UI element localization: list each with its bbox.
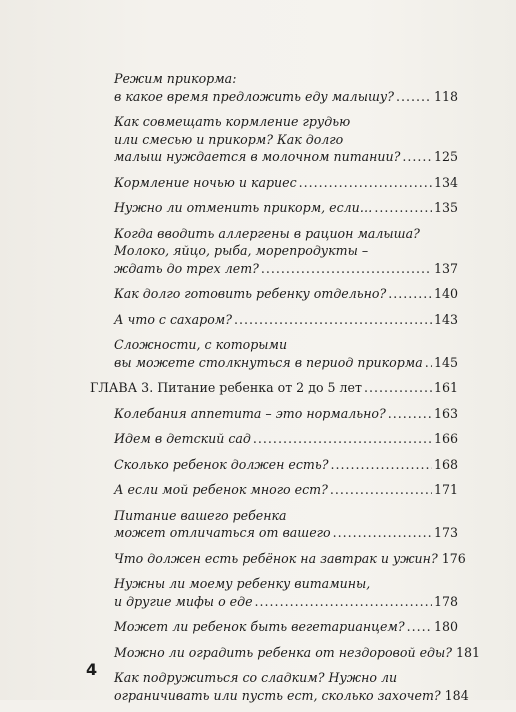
- toc-entry: [90, 405, 458, 423]
- toc-page-number: 145: [433, 354, 458, 370]
- toc-page-number: 140: [433, 286, 458, 301]
- dot-leader: [396, 88, 432, 106]
- toc-entry-leader-line: [114, 644, 481, 662]
- toc-entry: [90, 430, 458, 448]
- dot-leader: [261, 260, 432, 278]
- toc-entry: [90, 618, 458, 636]
- dot-leader: [388, 405, 432, 423]
- toc-entry: [90, 174, 458, 192]
- toc-entry-line: Молоко, яйцо, рыба, морепродукты –: [114, 243, 369, 258]
- toc-entry-leader-line: [114, 285, 458, 303]
- toc-entry-title: малыш нуждается в молочном питании?: [114, 149, 401, 164]
- toc-entry-title: вы можете столкнуться в период прикорма: [114, 354, 423, 370]
- dot-leader: [407, 618, 432, 636]
- toc-entry-leader-line: [114, 550, 466, 568]
- toc-entry: [90, 225, 458, 278]
- toc-entry: [90, 113, 458, 166]
- toc-page-number: 171: [433, 482, 458, 497]
- table-of-contents: [90, 70, 481, 712]
- toc-entry-leader-line: [114, 260, 458, 278]
- toc-page-number: 173: [433, 525, 458, 540]
- toc-page-number: 134: [433, 174, 458, 190]
- toc-entry-leader-line: [90, 379, 458, 397]
- toc-entry-title: Идем в детский сад: [114, 431, 251, 446]
- toc-page-number: 163: [433, 405, 458, 421]
- toc-entry-title: ограничивать или пусть ест, сколько захочет?: [114, 687, 441, 703]
- toc-entry-leader-line: [114, 456, 458, 474]
- toc-entry: [90, 575, 458, 610]
- dot-leader: [330, 481, 432, 499]
- toc-entry-title: может отличаться от вашего: [114, 525, 331, 540]
- toc-entry: [90, 311, 458, 329]
- dot-leader: [425, 354, 432, 372]
- dot-leader: [374, 199, 432, 217]
- toc-chapter-entry: [90, 379, 458, 397]
- toc-entry: [90, 456, 458, 474]
- toc-page-number: 161: [433, 380, 458, 395]
- toc-page-number: 184: [444, 687, 469, 703]
- toc-entry-leader-line: [114, 481, 458, 499]
- toc-entry-line: Нужны ли моему ребенку витамины,: [114, 576, 371, 591]
- toc-entry-title: ждать до трех лет?: [114, 260, 259, 276]
- toc-page-number: 118: [433, 88, 458, 104]
- toc-entry: [90, 669, 469, 704]
- dot-leader: [388, 285, 432, 303]
- toc-entry-title: А если мой ребенок много ест?: [114, 482, 328, 497]
- toc-entry-line: Сложности, с которыми: [114, 337, 288, 352]
- toc-page-number: 143: [433, 311, 458, 327]
- toc-entry-leader-line: [114, 430, 458, 448]
- toc-page-number: 166: [433, 431, 458, 446]
- toc-page-number: 178: [433, 593, 458, 609]
- toc-entry-line: Когда вводить аллергены в рацион малыша?: [114, 225, 420, 241]
- toc-entry-leader-line: [114, 199, 458, 217]
- dot-leader: [364, 379, 432, 397]
- toc-entry-title: А что с сахаром?: [114, 311, 232, 327]
- toc-entry-title: Что должен есть ребёнок на завтрак и ужин?: [114, 550, 438, 566]
- toc-page-number: 135: [433, 200, 458, 215]
- toc-page-number: 137: [433, 260, 458, 276]
- dot-leader: [234, 311, 432, 329]
- dot-leader: [299, 174, 432, 192]
- toc-entry-title: Нужно ли отменить прикорм, если…: [114, 200, 373, 215]
- toc-entry: [90, 336, 458, 371]
- toc-entry-leader-line: [114, 174, 458, 192]
- toc-entry-title: Может ли ребенок быть вегетарианцем?: [114, 619, 405, 634]
- toc-entry-leader-line: [114, 88, 458, 106]
- toc-page-number: 168: [433, 456, 458, 472]
- toc-entry: [90, 199, 458, 217]
- toc-entry-title: Как долго готовить ребенку отдельно?: [114, 286, 387, 301]
- toc-entry: [90, 507, 458, 542]
- toc-page-number: 181: [456, 644, 481, 660]
- toc-entry-title: в какое время предложить еду малышу?: [114, 88, 394, 104]
- toc-entry-title: Кормление ночью и кариес: [114, 174, 297, 190]
- toc-entry-title: ГЛАВА 3. Питание ребенка от 2 до 5 лет: [90, 380, 362, 395]
- toc-entry-leader-line: [114, 593, 458, 611]
- dot-leader: [333, 524, 432, 542]
- toc-page-number: 125: [433, 149, 458, 164]
- toc-entry: [90, 70, 458, 105]
- toc-entry-title: Колебания аппетита – это нормально?: [114, 405, 386, 421]
- toc-entry-line: Режим прикорма:: [114, 71, 237, 86]
- toc-entry-line: Как совмещать кормление грудью: [114, 114, 351, 129]
- toc-entry-title: Сколько ребенок должен есть?: [114, 456, 329, 472]
- toc-entry: [90, 644, 481, 662]
- dot-leader: [255, 593, 432, 611]
- toc-entry-title: Можно ли оградить ребенка от нездоровой еды?: [114, 644, 453, 660]
- toc-entry-line: или смесью и прикорм? Как долго: [114, 131, 344, 147]
- toc-page-number: 176: [441, 550, 466, 566]
- toc-page-number: 180: [433, 619, 458, 634]
- toc-entry: [90, 481, 458, 499]
- toc-entry-line: Как подружиться со сладким? Нужно ли: [114, 670, 398, 685]
- toc-entry-title: и другие мифы о еде: [114, 593, 253, 609]
- toc-entry-leader-line: [114, 618, 458, 636]
- toc-entry: [90, 550, 466, 568]
- toc-entry-leader-line: [114, 311, 458, 329]
- toc-entry-leader-line: [114, 148, 458, 166]
- page-number: 4: [86, 660, 98, 679]
- dot-leader: [253, 430, 432, 448]
- toc-entry-leader-line: [114, 524, 458, 542]
- dot-leader: [330, 456, 431, 474]
- dot-leader: [402, 148, 432, 166]
- toc-entry-leader-line: [114, 354, 458, 372]
- toc-entry-leader-line: [114, 405, 458, 423]
- toc-entry: [90, 285, 458, 303]
- toc-entry-leader-line: [114, 687, 469, 705]
- toc-entry-line: Питание вашего ребенка: [114, 507, 287, 523]
